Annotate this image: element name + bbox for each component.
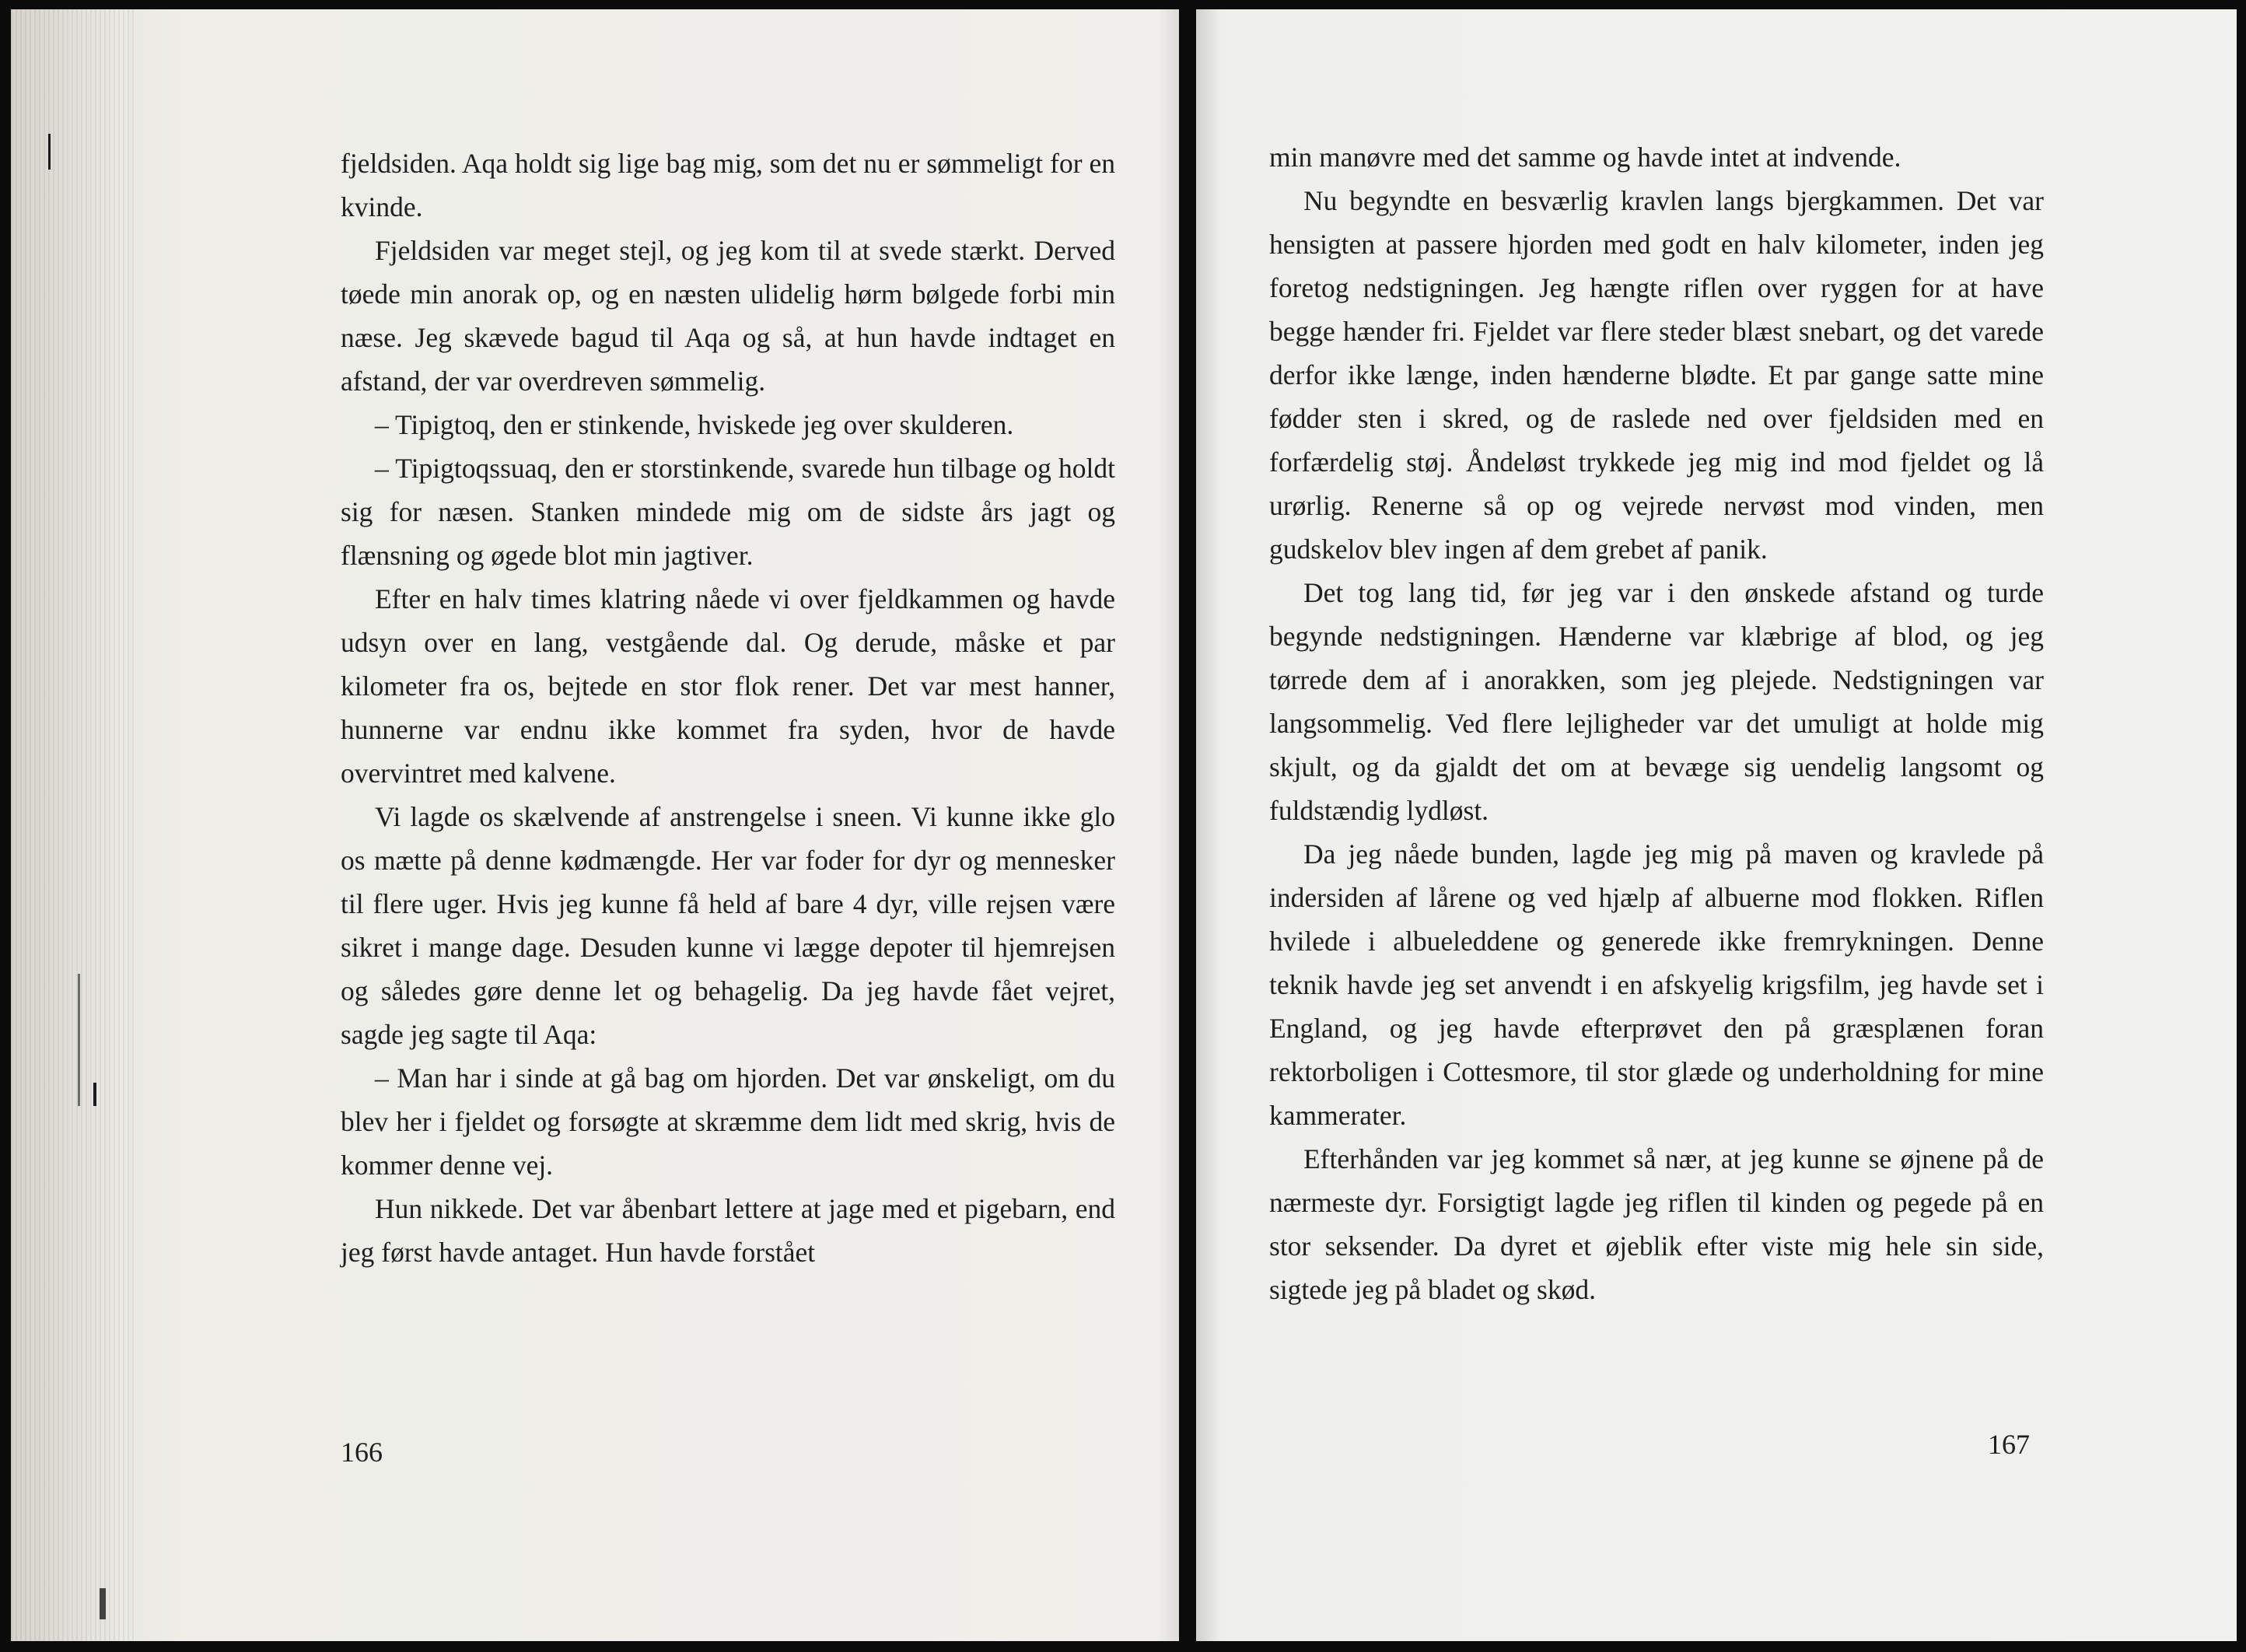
paragraph: Det tog lang tid, før jeg var i den ønskede afstand og turde begynde nedstigningen. Hænderne var klæbrige af blod, og jeg tørrede dem af i anorakken, som jeg plejede. Nedstigningen var langsommelig. Ved flere lejligheder var det umuligt at holde mig skjult, og da gjaldt det om at bevæge sig uendelig langsomt og fuldstændig lydløst.	[1269, 577, 2044, 826]
left-page	[11, 9, 1179, 1641]
edge-mark	[48, 134, 51, 170]
paragraph: – Tipigtoqssuaq, den er storstinkende, svarede hun tilbage og holdt sig for næsen. Stanken mindede mig om de sidste års jagt og flænsning og øgede blot min jagtiver.	[341, 453, 1115, 571]
page-number: 167	[1988, 1429, 2030, 1460]
page-number: 166	[341, 1437, 383, 1468]
paragraph: Hun nikkede. Det var åbenbart lettere at jage med et pigebarn, end jeg først havde antaget. Hun havde forstået	[341, 1193, 1115, 1268]
paragraph: fjeldsiden. Aqa holdt sig lige bag mig, som det nu er sømmeligt for en kvinde.	[341, 148, 1115, 222]
paragraph: Da jeg nåede bunden, lagde jeg mig på maven og kravlede på indersiden af lårene og ved hjælp af albuerne mod flokken. Riflen hvilede i albueleddene og generede ikke fremrykningen. Denne teknik havde jeg set anvendt i en afskyelig krigsfilm, jeg havde set i England, og jeg havde efterprøvet den på græsplænen foran rektorboligen i Cottesmore, til stor glæde og underholdning for mine kammerater.	[1269, 838, 2044, 1131]
paragraph: – Tipigtoq, den er stinkende, hviskede jeg over skulderen.	[375, 409, 1014, 440]
edge-mark	[78, 974, 80, 1106]
edge-mark	[100, 1588, 106, 1619]
gutter-shadow	[1156, 9, 1179, 1641]
gutter-shadow	[1196, 9, 1219, 1641]
paragraph: min manøvre med det samme og havde intet at indvende.	[1269, 142, 1901, 173]
edge-mark	[93, 1083, 96, 1106]
right-page	[1196, 9, 2237, 1641]
paragraph: Fjeldsiden var meget stejl, og jeg kom til at svede stærkt. Derved tøede min anorak op, og en næsten ulidelig hørm bølgede forbi min næse. Jeg skævede bagud til Aqa og så, at hun havde indtaget en afstand, der var overdreven sømmelig.	[341, 235, 1115, 397]
left-page-text	[341, 142, 1115, 1274]
paragraph: Nu begyndte en besværlig kravlen langs bjergkammen. Det var hensigten at passere hjorden med godt en halv kilometer, inden jeg foretog nedstigningen. Jeg hængte riflen over ryggen for at have begge hænder fri. Fjeldet var flere steder blæst snebart, og det varede derfor ikke længe, inden hænderne blødte. Et par gange satte mine fødder sten i skred, og de raslede ned over fjeldsiden med en forfærdelig støj. Åndeløst trykkede jeg mig ind mod fjeldet og lå urørlig. Renerne så op og vejrede nervøst mod vinden, men gudskelov blev ingen af dem grebet af panik.	[1269, 185, 2044, 565]
paragraph: Efterhånden var jeg kommet så nær, at jeg kunne se øjnene på de nærmeste dyr. Forsigtigt lagde jeg riflen til kinden og pegede på en stor seksender. Da dyret et øjeblik efter viste mig hele sin side, sigtede jeg på bladet og skød.	[1269, 1143, 2044, 1305]
paragraph: Vi lagde os skælvende af anstrengelse i sneen. Vi kunne ikke glo os mætte på denne kødmængde. Her var foder for dyr og mennesker til flere uger. Hvis jeg kunne få held af bare 4 dyr, ville rejsen være sikret i mange dage. Desuden kunne vi lægge depoter til hjemrejsen og således gøre denne let og behagelig. Da jeg havde fået vejret, sagde jeg sagte til Aqa:	[341, 801, 1115, 1050]
right-page-text	[1269, 135, 2044, 1311]
paragraph: Efter en halv times klatring nåede vi over fjeldkammen og havde udsyn over en lang, vestgående dal. Og derude, måske et par kilometer fra os, bejtede en stor flok rener. Det var mest hanner, hunnerne var endnu ikke kommet fra syden, hvor de havde overvintret med kalvene.	[341, 583, 1115, 789]
page-edge	[11, 9, 135, 1641]
paragraph: – Man har i sinde at gå bag om hjorden. Det var ønskeligt, om du blev her i fjeldet og forsøgte at skræmme dem lidt med skrig, hvis de kommer denne vej.	[341, 1062, 1115, 1181]
